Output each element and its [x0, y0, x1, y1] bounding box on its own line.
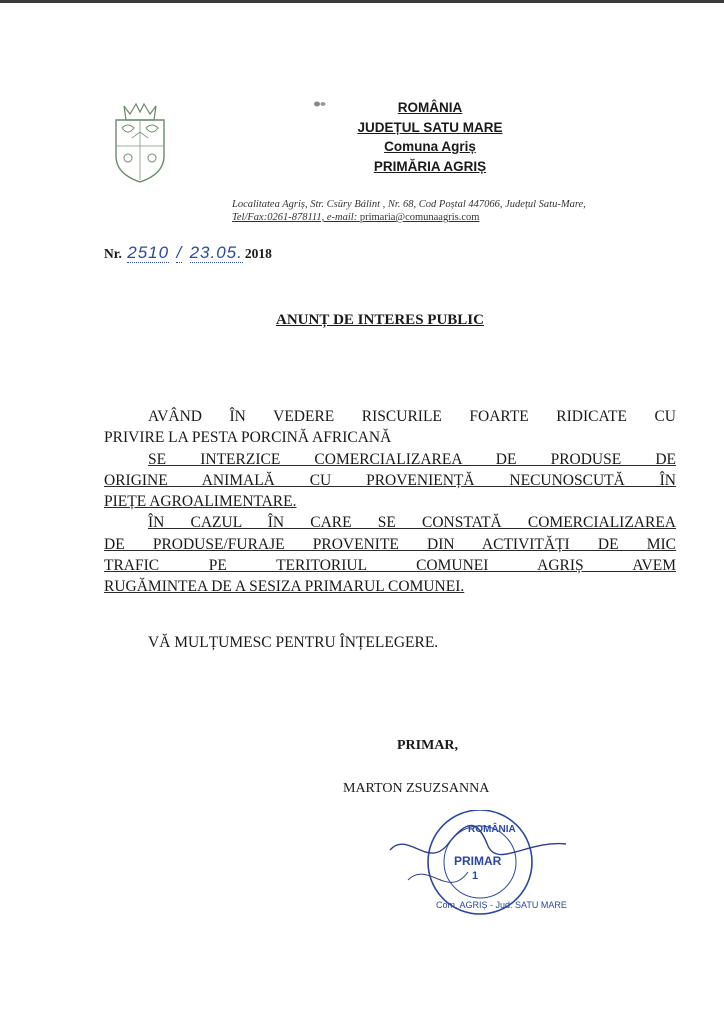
- handwritten-date: 23.05.: [189, 243, 243, 262]
- top-border: [0, 0, 724, 3]
- official-stamp: [388, 810, 568, 920]
- body-line: DE PRODUSE/FURAJE PROVENITE DIN ACTIVITĂȚI DE MIC: [104, 535, 676, 553]
- ink-speck: [312, 100, 328, 108]
- signature-role: PRIMAR,: [397, 738, 459, 753]
- stamp-top-text: ROMÂNIA: [468, 824, 516, 835]
- address-block: [232, 198, 652, 224]
- year: 2018: [244, 246, 272, 261]
- body-line: PRIVIRE LA PESTA PORCINĂ AFRICANĂ: [104, 429, 392, 447]
- header-county: JUDEȚUL SATU MARE: [357, 119, 503, 135]
- handwritten-number: 2510: [127, 243, 170, 262]
- header-country: ROMÂNIA: [397, 100, 463, 115]
- body-line: PIEȚE AGROALIMENTARE.: [104, 493, 297, 511]
- body-line: ORIGINE ANIMALĂ CU PROVENIENȚĂ NECUNOSCUTĂ ÎN: [104, 471, 676, 489]
- stamp-bottom-text: Com. AGRIȘ - Jud. SATU MARE: [436, 900, 567, 910]
- stamp-number: 1: [472, 870, 479, 882]
- contact-line: Tel/Fax:0261-878111, e-mail: primaria@comunaagris.com: [232, 212, 480, 223]
- registration-number: Nr. 2510 / 23.05. 2018: [104, 243, 272, 262]
- page-title: ANUNȚ DE INTERES PUBLIC: [276, 312, 484, 328]
- coat-of-arms-icon: [108, 98, 172, 184]
- closing-line: VĂ MULȚUMESC PENTRU ÎNȚELEGERE.: [148, 634, 439, 651]
- header-office: PRIMĂRIA AGRIȘ: [373, 158, 487, 174]
- header-commune: Comuna Agriș: [384, 139, 476, 154]
- stamp-center-text: PRIMAR: [454, 854, 502, 868]
- document-header: [330, 98, 530, 176]
- address-line: Localitatea Agriș, Str. Csüry Bálint , Nr. 68, Cod Poștal 447066, Județul Satu-Mare,: [232, 199, 586, 210]
- signature-name: MARTON ZSUZSANNA: [343, 781, 490, 796]
- email-link[interactable]: primaria@comunaagris.com: [359, 212, 480, 223]
- body-line: AVÂND ÎN VEDERE RISCURILE FOARTE RIDICATE CU: [148, 408, 676, 425]
- separator: /: [176, 243, 183, 262]
- announcement-body: [104, 406, 676, 598]
- body-line: RUGĂMINTEA DE A SESIZA PRIMARUL COMUNEI.: [104, 578, 465, 596]
- body-line: ÎN CAZUL ÎN CARE SE CONSTATĂ COMERCIALIZAREA: [148, 514, 676, 532]
- body-line: SE INTERZICE COMERCIALIZAREA DE PRODUSE DE: [148, 450, 676, 468]
- body-line: TRAFIC PE TERITORIUL COMUNEI AGRIȘ AVEM: [104, 557, 676, 575]
